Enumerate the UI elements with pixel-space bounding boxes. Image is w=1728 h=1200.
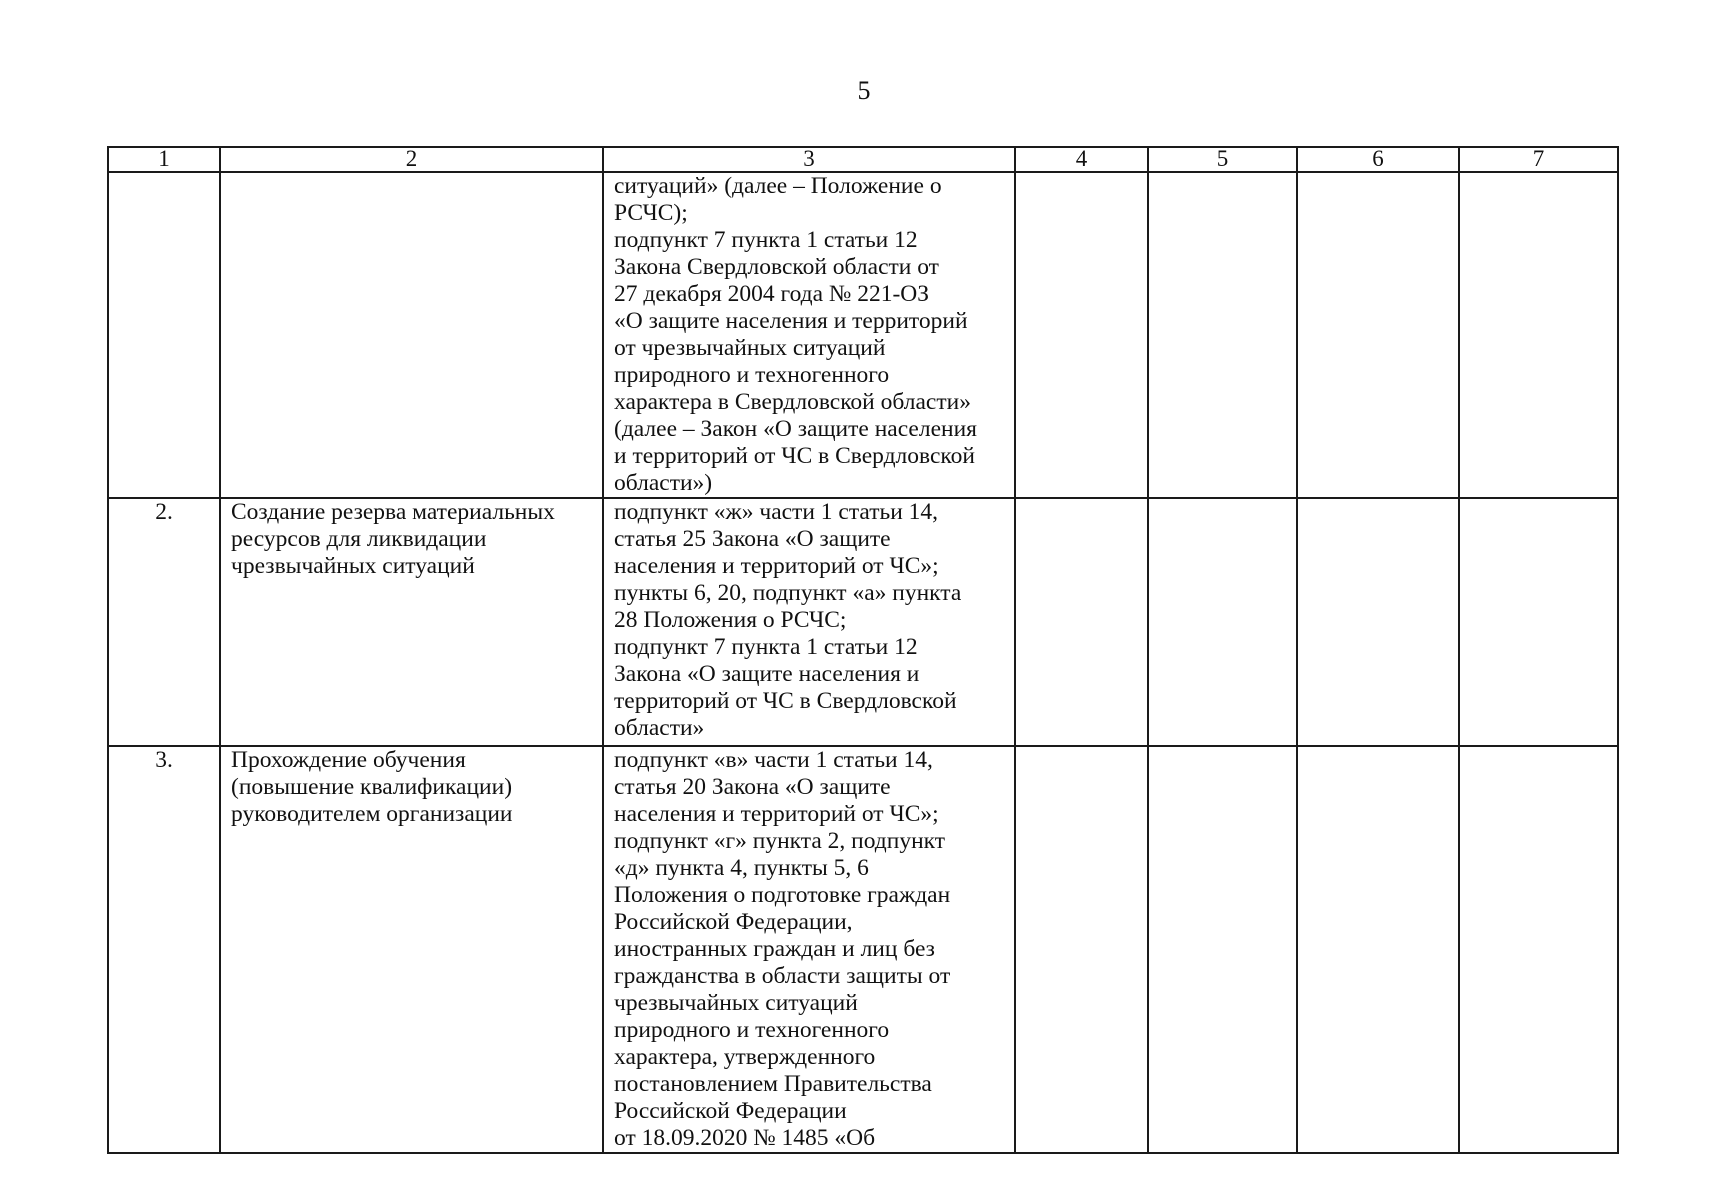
legal-basis-line: Российской Федерации, <box>614 909 853 935</box>
legal-basis-line: подпункт 7 пункта 1 статьи 12 <box>614 227 918 253</box>
legal-basis-line: (далее – Закон «О защите населения <box>614 416 977 442</box>
header-col-6: 6 <box>1297 147 1459 172</box>
cell-col-4 <box>1015 498 1148 746</box>
legal-basis-line: характера в Свердловской области» <box>614 389 971 415</box>
legal-basis-line: гражданства в области защиты от <box>614 963 951 989</box>
legal-basis-line: Закона Свердловской области от <box>614 254 939 280</box>
header-col-3: 3 <box>603 147 1015 172</box>
header-col-7: 7 <box>1459 147 1618 172</box>
legal-basis-line: «д» пункта 4, пункты 5, 6 <box>614 855 869 881</box>
legal-basis-line: Закона «О защите населения и <box>614 661 920 687</box>
legal-basis-line: постановлением Правительства <box>614 1071 932 1097</box>
legal-basis-line: территорий от ЧС в Свердловской <box>614 688 957 714</box>
legal-basis-line: и территорий от ЧС в Свердловской <box>614 443 975 469</box>
cell-col-6 <box>1297 498 1459 746</box>
legal-basis-line: подпункт «ж» части 1 статьи 14, <box>614 499 939 525</box>
legal-basis-line: «О защите населения и территорий <box>614 308 968 334</box>
table-row <box>108 498 1618 746</box>
legal-basis-line: статья 20 Закона «О защите <box>614 774 891 800</box>
legal-basis-line: от чрезвычайных ситуаций <box>614 335 886 361</box>
header-col-4: 4 <box>1015 147 1148 172</box>
requirement-name: Создание резерва материальных ресурсов для ликвидации чрезвычайных ситуаций <box>220 498 603 746</box>
header-col-1: 1 <box>108 147 220 172</box>
legal-basis-line: от 18.09.2020 № 1485 «Об <box>614 1125 876 1151</box>
legal-basis-line: подпункт «г» пункта 2, подпункт <box>614 828 946 854</box>
legal-basis-line: иностранных граждан и лиц без <box>614 936 935 962</box>
legal-basis-line: чрезвычайных ситуаций <box>614 990 858 1016</box>
cell-col-4 <box>1015 746 1148 1153</box>
legal-basis-line: ситуаций» (далее – Положение о <box>614 173 942 199</box>
cell-col-5 <box>1148 172 1297 498</box>
row-number: 3. <box>108 746 220 1153</box>
header-col-2: 2 <box>220 147 603 172</box>
cell-col-7 <box>1459 172 1618 498</box>
page-number: 5 <box>857 76 871 105</box>
legal-basis-line: 28 Положения о РСЧС; <box>614 607 847 633</box>
cell-col-7 <box>1459 498 1618 746</box>
header-col-5: 5 <box>1148 147 1297 172</box>
cell-col-5 <box>1148 498 1297 746</box>
cell-col-6 <box>1297 172 1459 498</box>
legal-basis-line: населения и территорий от ЧС»; <box>614 801 939 827</box>
legal-basis-line: 27 декабря 2004 года № 221-ОЗ <box>614 281 930 307</box>
legal-basis-line: природного и техногенного <box>614 1017 890 1043</box>
legal-basis <box>603 172 1015 498</box>
table-row <box>108 746 1618 1153</box>
header-row <box>108 147 1618 172</box>
legal-basis-line: области») <box>614 470 713 496</box>
requirements-table <box>107 146 1619 1154</box>
table-row <box>108 172 1618 498</box>
legal-basis-line: РСЧС); <box>614 200 688 226</box>
row-number: 2. <box>108 498 220 746</box>
row-number <box>108 172 220 498</box>
legal-basis-line: населения и территорий от ЧС»; <box>614 553 939 579</box>
legal-basis-line: подпункт «в» части 1 статьи 14, <box>614 747 933 773</box>
legal-basis-line: области» <box>614 715 705 741</box>
legal-basis-line: подпункт 7 пункта 1 статьи 12 <box>614 634 918 660</box>
cell-col-6 <box>1297 746 1459 1153</box>
requirement-name: Прохождение обучения (повышение квалификации) руководителем организации <box>220 746 603 1153</box>
legal-basis-line: характера, утвержденного <box>614 1044 876 1070</box>
legal-basis-line: Российской Федерации <box>614 1098 847 1124</box>
requirement-name <box>220 172 603 498</box>
legal-basis-line: статья 25 Закона «О защите <box>614 526 891 552</box>
legal-basis <box>603 746 1015 1153</box>
legal-basis-line: природного и техногенного <box>614 362 890 388</box>
legal-basis <box>603 498 1015 746</box>
legal-basis-line: пункты 6, 20, подпункт «а» пункта <box>614 580 962 606</box>
cell-col-7 <box>1459 746 1618 1153</box>
legal-basis-line: Положения о подготовке граждан <box>614 882 951 908</box>
cell-col-4 <box>1015 172 1148 498</box>
cell-col-5 <box>1148 746 1297 1153</box>
